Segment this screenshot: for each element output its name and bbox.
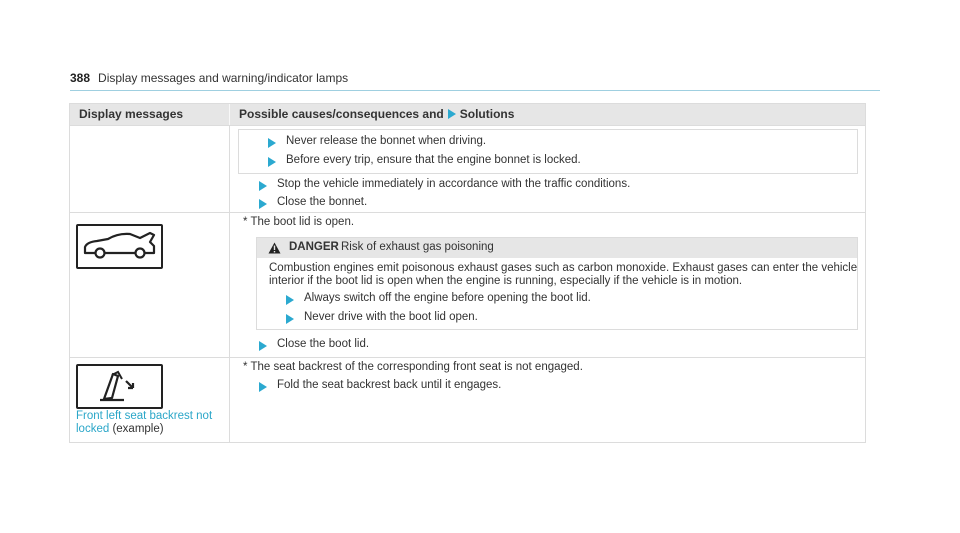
display-message-cell xyxy=(70,126,230,212)
vehicle-boot-open-icon xyxy=(76,224,163,269)
warning-triangle-icon xyxy=(268,242,281,254)
solution-cell xyxy=(230,126,865,212)
cause-text: * The boot lid is open. xyxy=(243,216,355,228)
solution-cell xyxy=(230,213,865,357)
caption-line: locked xyxy=(76,423,110,435)
list-item: Fold the seat backrest back until it engages. xyxy=(277,379,502,391)
arrow-right-icon xyxy=(259,341,267,351)
arrow-right-icon xyxy=(259,199,267,209)
list-item: Never drive with the boot lid open. xyxy=(304,311,478,323)
list-item: Always switch off the engine before opening the boot lid. xyxy=(304,292,591,304)
col-header-causes-solutions xyxy=(230,104,865,125)
header-rule xyxy=(70,90,880,91)
page-header xyxy=(70,71,348,85)
seat-backrest-icon xyxy=(76,364,163,409)
danger-label: DANGER xyxy=(289,241,339,253)
caption-line: Front left seat backrest not xyxy=(76,410,213,422)
danger-text: Combustion engines emit poisonous exhaust gases such as carbon monoxide. Exhaust gases can enter the vehicle xyxy=(269,262,858,274)
table-row xyxy=(70,125,865,212)
danger-box xyxy=(256,237,858,330)
display-message-cell xyxy=(70,358,230,442)
col-header-causes: Possible causes/consequences and xyxy=(239,107,444,121)
cause-text: * The seat backrest of the corresponding front seat is not engaged. xyxy=(243,361,583,373)
col-header-display-messages: Display messages xyxy=(70,104,230,125)
caption-suffix: (example) xyxy=(112,423,164,435)
arrow-right-icon xyxy=(268,138,276,148)
danger-text: interior if the boot lid is open when the engine is running, especially if the vehicle is in motion. xyxy=(269,275,743,287)
list-item: Stop the vehicle immediately in accordance with the traffic conditions. xyxy=(277,178,631,190)
display-message-cell xyxy=(70,213,230,357)
page-header-title: Display messages and warning/indicator lamps xyxy=(98,71,349,85)
list-item: Before every trip, ensure that the engine bonnet is locked. xyxy=(286,154,581,166)
display-messages-table xyxy=(69,103,866,443)
list-item: Never release the bonnet when driving. xyxy=(286,135,487,147)
arrow-right-icon xyxy=(286,295,294,305)
page-number: 388 xyxy=(70,71,91,85)
arrow-right-icon xyxy=(448,109,456,119)
col-header-solutions: Solutions xyxy=(459,107,515,121)
danger-header xyxy=(257,238,857,258)
note-box xyxy=(238,129,858,174)
arrow-right-icon xyxy=(268,157,276,167)
arrow-right-icon xyxy=(286,314,294,324)
table-row xyxy=(70,212,865,357)
table-header xyxy=(70,104,865,125)
list-item: Close the boot lid. xyxy=(277,338,370,350)
arrow-right-icon xyxy=(259,382,267,392)
table-row xyxy=(70,357,865,442)
list-item: Close the bonnet. xyxy=(277,196,368,208)
display-message-caption xyxy=(76,410,212,436)
solution-cell xyxy=(230,358,865,442)
arrow-right-icon xyxy=(259,181,267,191)
danger-title: Risk of exhaust gas poisoning xyxy=(341,241,494,253)
